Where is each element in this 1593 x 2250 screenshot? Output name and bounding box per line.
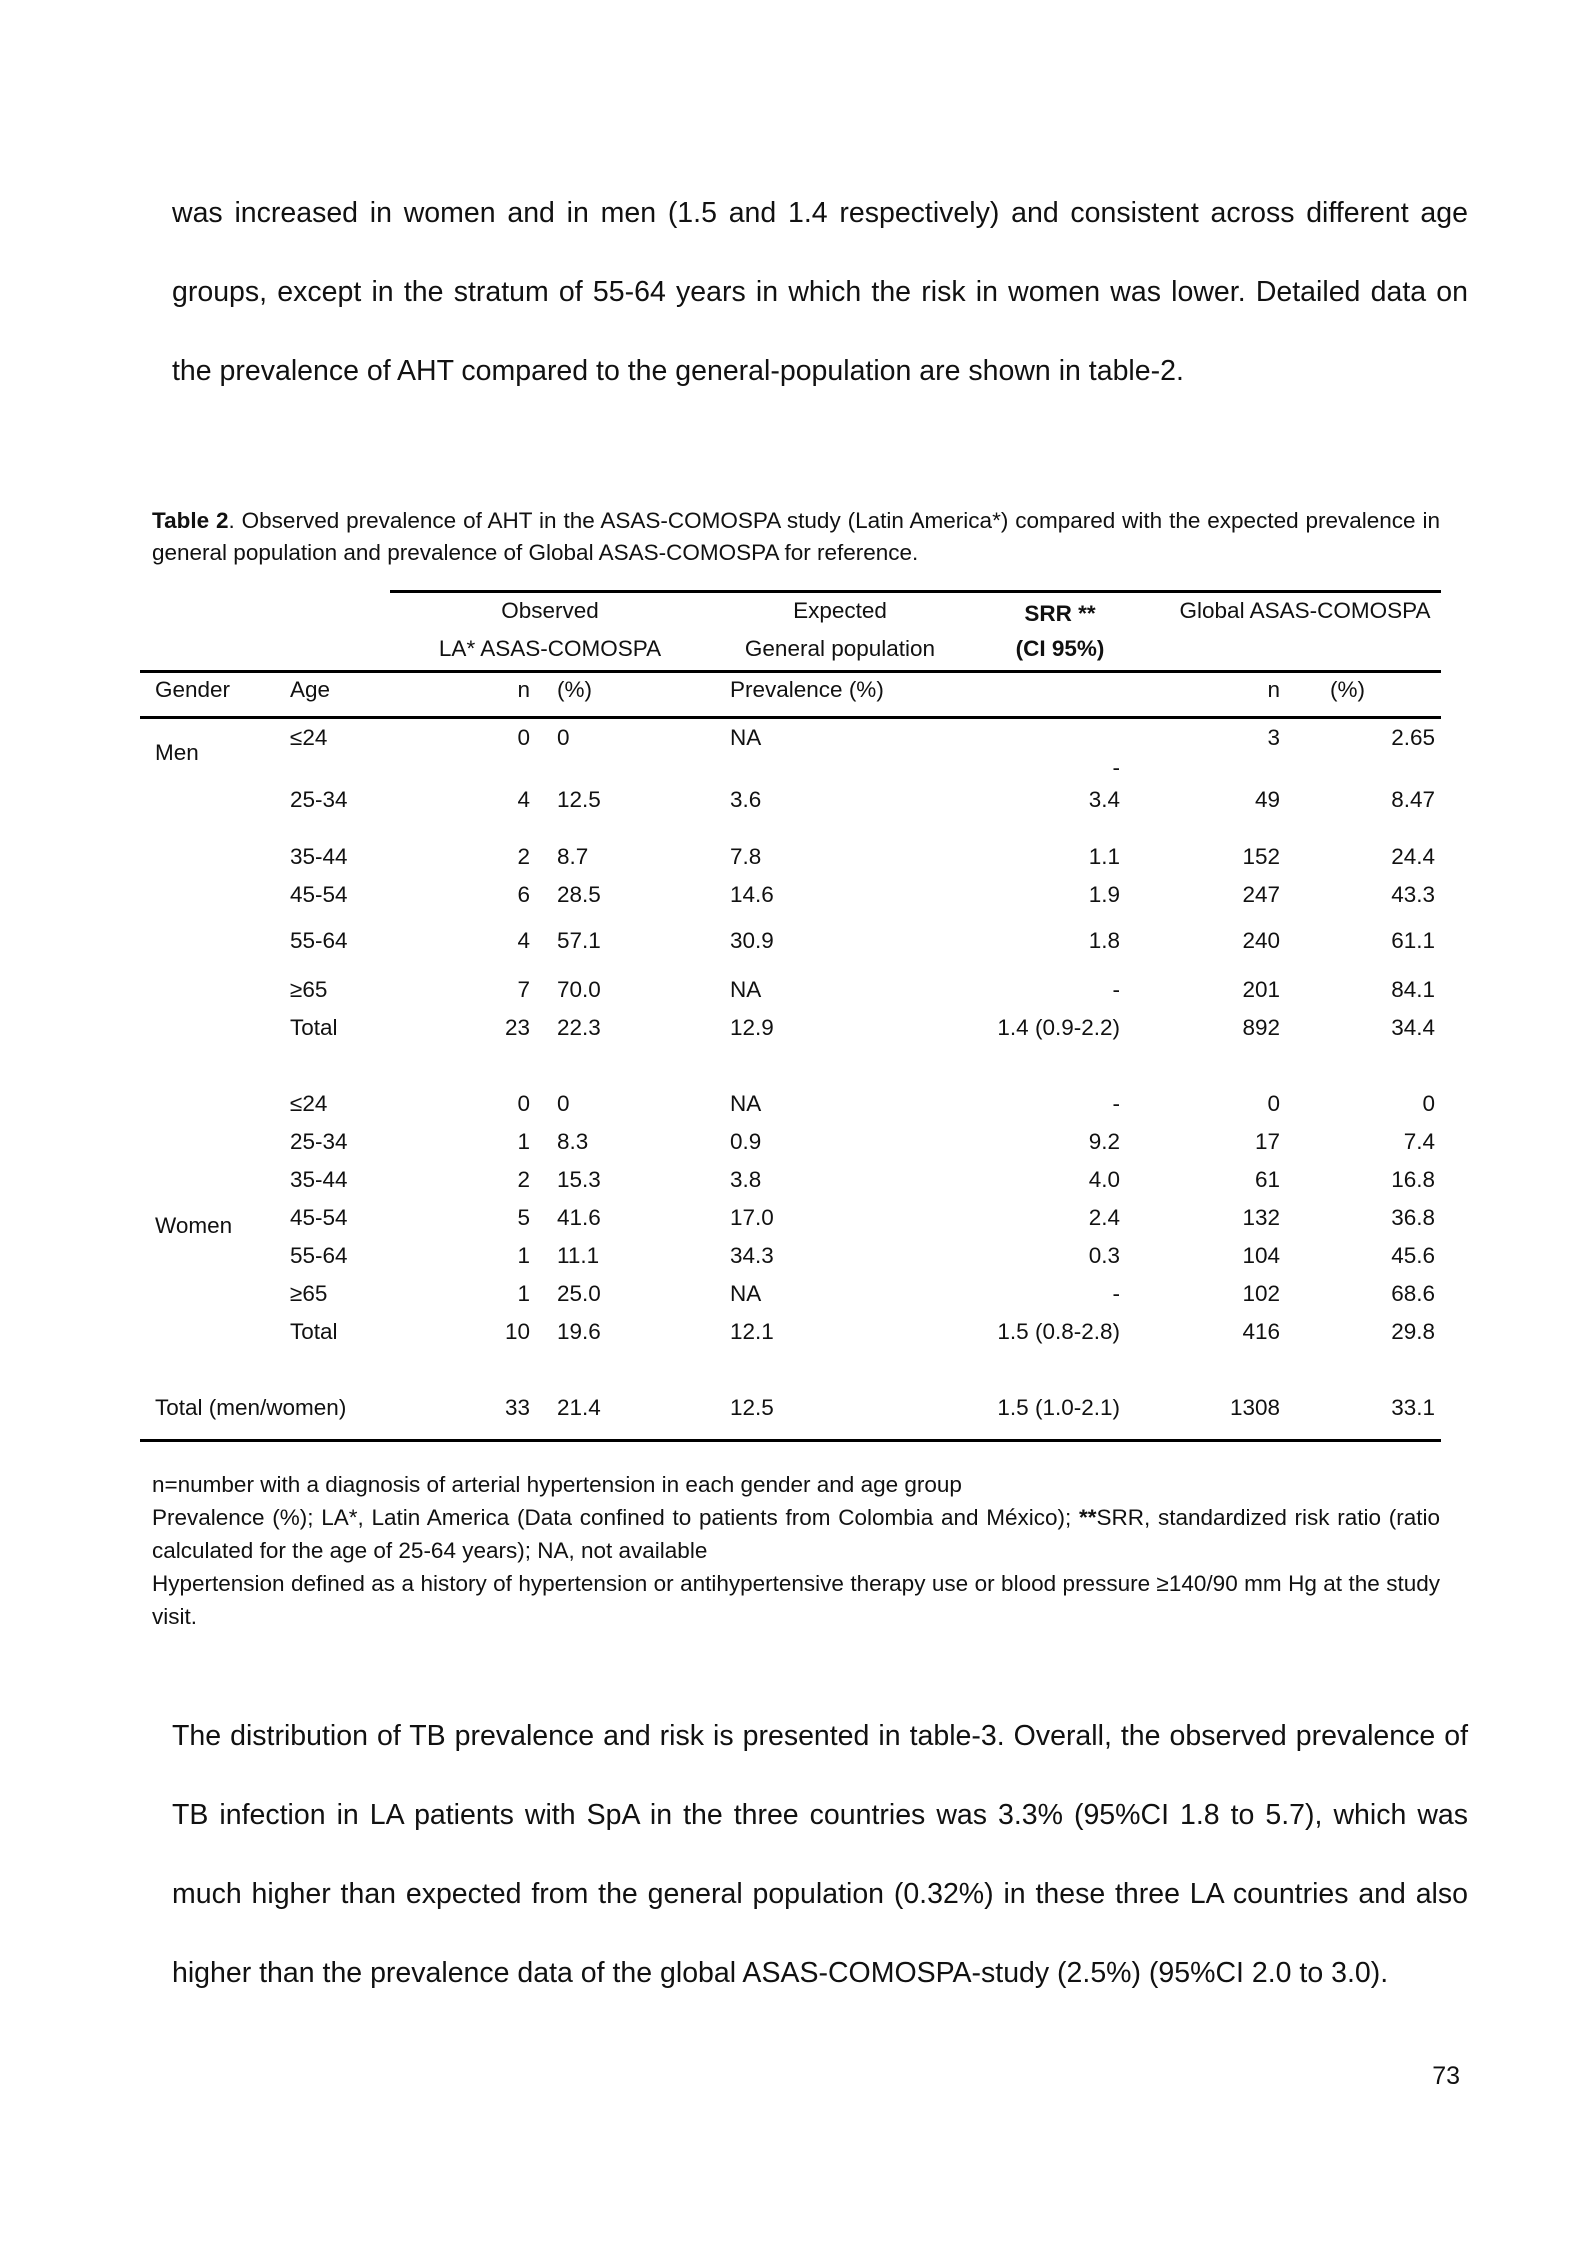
women-row-5-gpct: 68.6 [1391, 1281, 1435, 1306]
men-row-3-gpct: 43.3 [1391, 882, 1435, 907]
table-rule-columns [140, 716, 1441, 719]
men-row-2-pct: 8.7 [557, 844, 589, 869]
gender-men: Men [155, 740, 199, 765]
women-row-6-gn: 416 [1242, 1319, 1280, 1344]
column-age: Age [290, 677, 331, 702]
men-row-5-n: 7 [517, 977, 530, 1002]
note-n-definition: n=number with a diagnosis of arterial hypertension in each gender and age group [152, 1472, 962, 1497]
men-row-1-pct: 12.5 [557, 787, 601, 812]
men-row-4-age: 55-64 [290, 928, 348, 953]
men-row-4-srr: 1.8 [1088, 928, 1120, 953]
women-row-0-pct: 0 [557, 1091, 570, 1116]
women-row-1-gpct: 7.4 [1403, 1129, 1435, 1154]
men-row-2-srr: 1.1 [1088, 844, 1120, 869]
men-row-1-n: 4 [517, 787, 530, 812]
men-row-6-srr: 1.4 (0.9-2.2) [997, 1015, 1120, 1040]
paragraph-bottom: The distribution of TB prevalence and risk is presented in table-3. Overall, the observed prevalence of TB infection in LA patients with SpA in the three countries was 3.3% (95%CI 1.8 to 5.7), which was much higher than expected from the general population (0.32%) in these three LA countries and also higher than the prevalence data of the global ASAS-COMOSPA-study (2.5%) (95%CI 2.0 to 3.0). [172, 1720, 1468, 1989]
header-srr: SRR ** [1024, 601, 1096, 626]
women-row-3-n: 5 [517, 1205, 530, 1230]
men-row-6-age: Total [290, 1015, 338, 1040]
men-row-4-pct: 57.1 [557, 928, 601, 953]
women-row-2-n: 2 [517, 1167, 530, 1192]
women-row-6-pct: 19.6 [557, 1319, 601, 1344]
men-row-4-n: 4 [517, 928, 530, 953]
header-expected: Expected [793, 598, 887, 623]
header-srr-ci: (CI 95%) [1015, 636, 1105, 661]
men-row-1-gn: 49 [1254, 787, 1280, 812]
men-row-1-prev: 3.6 [730, 787, 762, 812]
women-row-2-pct: 15.3 [557, 1167, 601, 1192]
men-row-6-pct: 22.3 [557, 1015, 601, 1040]
men-row-2-gn: 152 [1242, 844, 1280, 869]
women-row-3-gpct: 36.8 [1391, 1205, 1435, 1230]
women-row-2-age: 35-44 [290, 1167, 348, 1192]
men-row-6-gn: 892 [1242, 1015, 1280, 1040]
header-global: Global ASAS-COMOSPA [1179, 598, 1431, 623]
men-row-5-pct: 70.0 [557, 977, 601, 1002]
note-abbreviations-b: SRR, standardized risk ratio (ratio calculated for the age of 25-64 years); NA, not available [152, 1505, 1441, 1563]
men-row-3-n: 6 [517, 882, 530, 907]
women-row-0-n: 0 [517, 1091, 530, 1116]
men-row-5-srr: - [1112, 977, 1120, 1002]
women-row-0-gpct: 0 [1422, 1091, 1435, 1116]
men-row-0-prev: NA [730, 725, 762, 750]
women-row-0-age: ≤24 [290, 1091, 328, 1116]
women-row-6-n: 10 [504, 1319, 530, 1344]
women-row-2-gn: 61 [1254, 1167, 1280, 1192]
women-row-1-n: 1 [517, 1129, 530, 1154]
men-row-2-age: 35-44 [290, 844, 348, 869]
table-rule-top [390, 590, 1441, 593]
women-row-2-srr: 4.0 [1088, 1167, 1120, 1192]
men-row-4-gn: 240 [1242, 928, 1280, 953]
men-row-5-gpct: 84.1 [1391, 977, 1435, 1002]
total-row-prev: 12.5 [730, 1395, 774, 1420]
column-gender: Gender [155, 677, 231, 702]
men-row-0-srr: - [1112, 755, 1120, 780]
total-row-gpct: 33.1 [1391, 1395, 1435, 1420]
women-row-4-n: 1 [517, 1243, 530, 1268]
column-observed-n: n [517, 677, 530, 702]
total-row-label: Total (men/women) [155, 1395, 347, 1420]
women-row-3-prev: 17.0 [730, 1205, 774, 1230]
women-row-0-gn: 0 [1267, 1091, 1280, 1116]
total-row-srr: 1.5 (1.0-2.1) [997, 1395, 1120, 1420]
men-row-5-gn: 201 [1242, 977, 1280, 1002]
men-row-0-pct: 0 [557, 725, 570, 750]
women-row-4-age: 55-64 [290, 1243, 348, 1268]
men-row-6-gpct: 34.4 [1391, 1015, 1435, 1040]
table-rule-header [140, 670, 1441, 673]
women-row-6-prev: 12.1 [730, 1319, 774, 1344]
note-hypertension-definition: Hypertension defined as a history of hypertension or antihypertensive therapy use or blood pressure ≥140/90 mm Hg at the study visit. [152, 1571, 1440, 1629]
women-row-0-prev: NA [730, 1091, 762, 1116]
men-row-3-gn: 247 [1242, 882, 1280, 907]
men-row-4-prev: 30.9 [730, 928, 774, 953]
table-rule-bottom [140, 1439, 1441, 1442]
table-caption-label: Table 2 [152, 508, 229, 533]
women-row-6-srr: 1.5 (0.8-2.8) [997, 1319, 1120, 1344]
men-row-6-n: 23 [504, 1015, 530, 1040]
men-row-5-prev: NA [730, 977, 762, 1002]
total-row-pct: 21.4 [557, 1395, 601, 1420]
women-row-6-gpct: 29.8 [1391, 1319, 1435, 1344]
total-row-gn: 1308 [1229, 1395, 1280, 1420]
note-abbreviations-a: Prevalence (%); LA*, Latin America (Data confined to patients from Colombia and México); [152, 1505, 1079, 1530]
note-abbreviations [152, 1501, 1440, 1567]
header-observed-sub: LA* ASAS-COMOSPA [438, 636, 662, 661]
men-row-1-age: 25-34 [290, 787, 348, 812]
women-row-4-gn: 104 [1242, 1243, 1280, 1268]
women-row-1-pct: 8.3 [557, 1129, 589, 1154]
men-row-3-prev: 14.6 [730, 882, 774, 907]
men-row-0-age: ≤24 [290, 725, 328, 750]
men-row-3-pct: 28.5 [557, 882, 601, 907]
paragraph-top: was increased in women and in men (1.5 and 1.4 respectively) and consistent across different age groups, except in the stratum of 55-64 years in which the risk in women was lower. Detailed data on the prevalence of AHT compared to the general-population are shown in table-2. [172, 197, 1468, 387]
gender-women: Women [155, 1213, 233, 1238]
column-observed-pct: (%) [557, 677, 592, 702]
column-global-pct: (%) [1330, 677, 1365, 702]
men-row-0-gpct: 2.65 [1391, 725, 1435, 750]
table-caption-text: . Observed prevalence of AHT in the ASAS-COMOSPA study (Latin America*) compared with the expected prevalence in general population and prevalence of Global ASAS-COMOSPA for reference. [152, 508, 1440, 565]
men-row-0-gn: 3 [1267, 725, 1280, 750]
women-row-1-age: 25-34 [290, 1129, 348, 1154]
column-prevalence: Prevalence (%) [730, 677, 884, 702]
header-observed: Observed [501, 598, 599, 623]
men-row-4-gpct: 61.1 [1391, 928, 1435, 953]
women-row-2-prev: 3.8 [730, 1167, 762, 1192]
page-number: 73 [1432, 2062, 1460, 2090]
header-expected-sub: General population [744, 636, 936, 661]
total-row-n: 33 [504, 1395, 530, 1420]
women-row-5-age: ≥65 [290, 1281, 328, 1306]
women-row-4-pct: 11.1 [557, 1243, 600, 1268]
men-row-2-prev: 7.8 [730, 844, 762, 869]
men-row-2-gpct: 24.4 [1391, 844, 1435, 869]
men-row-3-age: 45-54 [290, 882, 348, 907]
women-row-1-gn: 17 [1254, 1129, 1280, 1154]
note-abbreviations-marker: ** [1079, 1505, 1097, 1530]
men-row-1-srr: 3.4 [1088, 787, 1120, 812]
women-row-3-age: 45-54 [290, 1205, 348, 1230]
women-row-6-age: Total [290, 1319, 338, 1344]
men-row-5-age: ≥65 [290, 977, 328, 1002]
women-row-2-gpct: 16.8 [1391, 1167, 1435, 1192]
women-row-5-prev: NA [730, 1281, 762, 1306]
column-global-n: n [1267, 677, 1280, 702]
women-row-4-srr: 0.3 [1088, 1243, 1120, 1268]
women-row-4-gpct: 45.6 [1391, 1243, 1435, 1268]
women-row-3-pct: 41.6 [557, 1205, 601, 1230]
men-row-3-srr: 1.9 [1088, 882, 1120, 907]
women-row-3-gn: 132 [1242, 1205, 1280, 1230]
women-row-5-srr: - [1112, 1281, 1120, 1306]
women-row-0-srr: - [1112, 1091, 1120, 1116]
women-row-3-srr: 2.4 [1088, 1205, 1120, 1230]
women-row-1-srr: 9.2 [1088, 1129, 1120, 1154]
women-row-5-n: 1 [517, 1281, 530, 1306]
men-row-6-prev: 12.9 [730, 1015, 774, 1040]
women-row-5-pct: 25.0 [557, 1281, 601, 1306]
men-row-2-n: 2 [517, 844, 530, 869]
table-caption [152, 505, 1440, 569]
women-row-4-prev: 34.3 [730, 1243, 774, 1268]
men-row-1-gpct: 8.47 [1391, 787, 1435, 812]
women-row-5-gn: 102 [1242, 1281, 1280, 1306]
women-row-1-prev: 0.9 [730, 1129, 762, 1154]
men-row-0-n: 0 [517, 725, 530, 750]
table-notes [152, 1468, 1440, 1633]
